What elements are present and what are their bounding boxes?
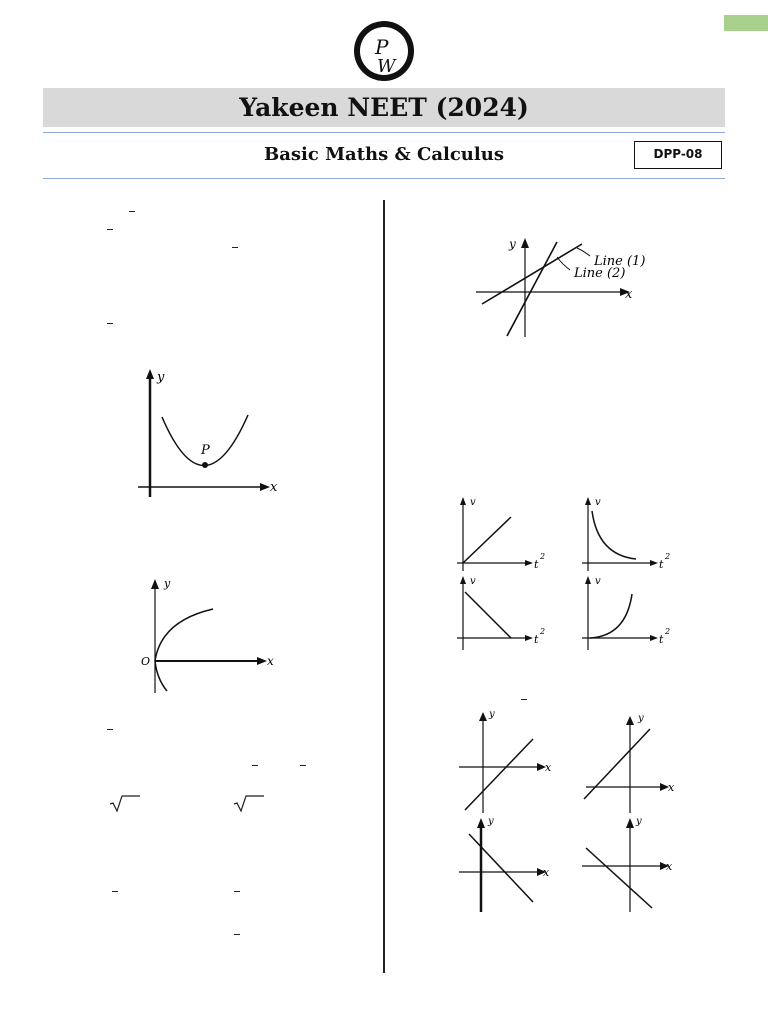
line2-label: Line (2)	[574, 266, 626, 281]
parabola-graph	[130, 365, 290, 505]
dash-mark	[234, 891, 240, 892]
x-axis-label: x	[666, 860, 673, 873]
y-axis-label: y	[489, 709, 495, 720]
dash-mark	[107, 323, 113, 324]
t-axis-label: t	[659, 558, 664, 571]
vt-graph-a	[455, 493, 550, 573]
subject-title: Basic Maths & Calculus	[264, 144, 504, 165]
svg-text:P: P	[375, 35, 389, 59]
sqrt-symbol	[232, 793, 266, 813]
xy-graph-b	[578, 705, 688, 815]
t-superscript: 2	[665, 552, 671, 561]
dash-mark	[107, 729, 113, 730]
v-axis-label: v	[470, 497, 476, 508]
dash-mark	[252, 765, 258, 766]
header-rule	[43, 132, 725, 133]
y-axis-label: y	[638, 713, 644, 724]
line1-label: Line (1)	[594, 254, 646, 269]
y-axis-label: y	[164, 577, 171, 590]
vt-graph-b	[580, 493, 675, 573]
dash-mark	[129, 211, 135, 212]
t-axis-label: t	[534, 558, 539, 571]
vt-graph-c	[455, 572, 550, 652]
origin-label: O	[141, 655, 151, 668]
dash-mark	[521, 699, 527, 700]
sqrt-curve-graph	[135, 575, 285, 700]
sqrt-symbol	[108, 793, 142, 813]
subject-rule	[43, 178, 725, 179]
t-superscript: 2	[540, 552, 546, 561]
two-lines-graph	[470, 232, 660, 342]
xy-graph-d	[578, 812, 688, 917]
y-axis-label: y	[636, 816, 642, 827]
svg-text:W: W	[377, 56, 396, 77]
xy-graph-c	[455, 812, 565, 917]
column-divider	[383, 200, 385, 973]
v-axis-label: v	[470, 576, 476, 587]
vt-graph-d	[580, 572, 675, 652]
x-axis-label: x	[545, 761, 552, 774]
x-axis-label: x	[270, 480, 278, 495]
xy-graph-a	[455, 705, 565, 815]
x-axis-label: x	[668, 781, 675, 794]
x-axis-label: x	[267, 654, 274, 668]
dash-mark	[232, 247, 238, 248]
v-axis-label: v	[595, 576, 601, 587]
dash-mark	[234, 934, 240, 935]
t-superscript: 2	[540, 627, 546, 636]
corner-tab	[724, 15, 768, 31]
x-axis-label: x	[543, 866, 550, 879]
pw-logo-icon	[353, 20, 415, 82]
y-axis-label: y	[509, 237, 516, 251]
y-axis-label: y	[157, 370, 165, 385]
point-label: P	[201, 443, 210, 458]
dpp-badge: DPP-08	[634, 141, 722, 169]
page-title: Yakeen NEET (2024)	[239, 93, 529, 122]
dash-mark	[112, 891, 118, 892]
t-superscript: 2	[665, 627, 671, 636]
v-axis-label: v	[595, 497, 601, 508]
dash-mark	[107, 229, 113, 230]
t-axis-label: t	[534, 633, 539, 646]
t-axis-label: t	[659, 633, 664, 646]
dash-mark	[300, 765, 306, 766]
y-axis-label: y	[488, 816, 494, 827]
x-axis-label: x	[625, 287, 633, 302]
